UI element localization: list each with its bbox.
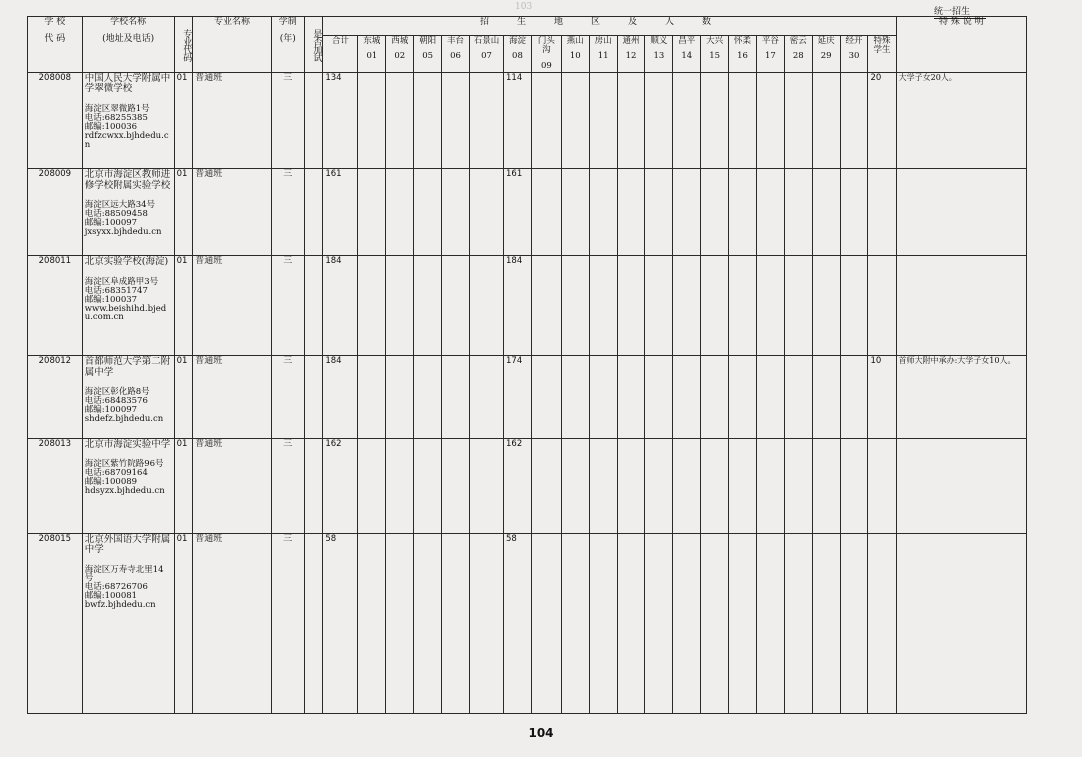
school-code-header: 学 校 代 码: [28, 17, 83, 73]
district-count: [414, 356, 442, 438]
district-count: [561, 438, 589, 533]
district-count: [673, 256, 701, 356]
district-code: 08: [512, 51, 523, 62]
district-count: [673, 533, 701, 713]
school-phone: 电话:68351747: [84, 285, 148, 296]
district-count: 162: [504, 438, 532, 533]
district-code: 11: [597, 51, 609, 62]
extra-test: [304, 356, 323, 438]
district-name: 燕山: [566, 36, 584, 46]
district-count: [673, 438, 701, 533]
school-code: 208012: [28, 356, 83, 438]
district-count: [358, 73, 386, 169]
district-header: [358, 36, 386, 73]
school-address: 海淀区阜成路甲3号: [84, 276, 159, 287]
district-count: [414, 533, 442, 713]
district-code: 09: [540, 60, 552, 71]
school-info: [82, 169, 174, 256]
district-count: [617, 73, 645, 169]
district-count: [442, 533, 470, 713]
school-contact: [85, 460, 172, 496]
district-name: 经开: [845, 36, 863, 46]
total-count: 184: [323, 256, 358, 356]
major-name: 普通班: [193, 73, 271, 169]
duration: 三: [271, 533, 304, 713]
district-count: [701, 73, 729, 169]
district-count: [784, 533, 812, 713]
duration: 三: [271, 256, 304, 356]
school-address: 海淀区万寿寺北里14号: [84, 564, 164, 584]
district-header: [617, 36, 645, 73]
district-count: [729, 356, 757, 438]
special-count: [868, 256, 896, 356]
district-header: [504, 36, 532, 73]
district-header: [589, 36, 617, 73]
district-count: [589, 73, 617, 169]
major-name: 普通班: [193, 438, 271, 533]
district-name: 石景山: [473, 36, 500, 46]
school-address: 海淀区彰化路8号: [84, 387, 150, 398]
district-count: [645, 256, 673, 356]
district-count: [386, 256, 414, 356]
district-header: [531, 36, 561, 73]
district-code: 30: [848, 51, 860, 62]
district-name: 密云: [789, 36, 807, 46]
special-count: [868, 533, 896, 713]
district-count: [358, 438, 386, 533]
district-count: [812, 356, 840, 438]
extra-test: [304, 73, 323, 169]
school-phone: 电话:68726706: [84, 582, 148, 593]
district-name: 平谷: [761, 36, 779, 46]
table-row: [28, 256, 1027, 356]
total-count: 184: [323, 356, 358, 438]
district-count: [442, 73, 470, 169]
district-count: [561, 356, 589, 438]
district-count: [531, 356, 561, 438]
total-count: 58: [323, 533, 358, 713]
special-note: [896, 256, 1026, 356]
district-name: 房山: [594, 36, 612, 46]
district-count: [645, 73, 673, 169]
school-contact: [85, 566, 172, 611]
district-name: 昌平: [678, 36, 696, 46]
district-count: [645, 438, 673, 533]
school-contact: [85, 278, 172, 323]
school-web: jxsyxx.bjhdedu.cn: [84, 226, 162, 237]
major-name-header: 专业名称: [193, 17, 271, 73]
district-header: [561, 36, 589, 73]
district-count: [561, 73, 589, 169]
district-count: [531, 533, 561, 713]
district-code: 13: [653, 51, 665, 62]
district-count: [840, 73, 868, 169]
district-count: [784, 356, 812, 438]
district-count: [840, 533, 868, 713]
page-number: 104: [528, 726, 554, 740]
school-contact: [85, 201, 172, 237]
school-info: [82, 73, 174, 169]
district-count: [469, 169, 503, 256]
district-count: [756, 356, 784, 438]
district-count: [701, 169, 729, 256]
district-count: [617, 169, 645, 256]
school-name: 北京外国语大学附属中学: [84, 533, 171, 556]
district-count: [358, 356, 386, 438]
district-count: [589, 256, 617, 356]
major-code: 01: [174, 73, 193, 169]
special-count: 20: [868, 73, 896, 169]
district-name: 大兴: [706, 36, 724, 46]
table-row: [28, 356, 1027, 438]
district-count: [729, 73, 757, 169]
school-contact: [85, 388, 172, 424]
major-name: 普通班: [193, 533, 271, 713]
special-count: 10: [868, 356, 896, 438]
district-count: [561, 169, 589, 256]
special-student-header: 特殊学生: [868, 36, 896, 73]
district-count: [673, 73, 701, 169]
district-code: 02: [394, 51, 406, 62]
school-phone: 电话:68483576: [84, 396, 148, 407]
duration: 三: [271, 438, 304, 533]
district-count: [784, 169, 812, 256]
district-count: [531, 73, 561, 169]
district-count: [589, 356, 617, 438]
district-name: 朝阳: [419, 36, 437, 46]
district-count: [531, 256, 561, 356]
school-info: [82, 356, 174, 438]
district-count: 184: [504, 256, 532, 356]
district-count: 114: [504, 73, 532, 169]
school-code: 208015: [28, 533, 83, 713]
district-count: [784, 256, 812, 356]
district-code: 14: [681, 51, 693, 62]
duration: 三: [271, 169, 304, 256]
school-code: 208011: [28, 256, 83, 356]
school-name: 北京市海淀区教师进修学校附属实验学校: [84, 169, 171, 191]
special-count: [868, 438, 896, 533]
district-count: [589, 438, 617, 533]
district-name: 丰台: [446, 36, 464, 46]
major-code: 01: [174, 256, 193, 356]
table-row: [28, 73, 1027, 169]
district-count: [469, 356, 503, 438]
district-count: [442, 256, 470, 356]
district-count: [531, 438, 561, 533]
district-count: [840, 356, 868, 438]
district-code: 05: [422, 51, 434, 62]
region-title: 招生地区及人数: [323, 17, 896, 36]
district-count: [386, 356, 414, 438]
school-post: 邮编:100097: [84, 217, 138, 228]
district-header: [469, 36, 503, 73]
table-row: [28, 438, 1027, 533]
district-count: [386, 73, 414, 169]
district-code: 15: [709, 51, 721, 62]
district-name: 延庆: [817, 36, 835, 46]
major-code: 01: [174, 169, 193, 256]
district-count: [414, 169, 442, 256]
school-code: 208013: [28, 438, 83, 533]
district-count: [469, 438, 503, 533]
duration-header: 学制 (年): [271, 17, 304, 73]
district-header: [729, 36, 757, 73]
school-name: 中国人民大学附属中学翠微学校: [84, 73, 171, 95]
district-header: [784, 36, 812, 73]
district-count: [617, 438, 645, 533]
school-post: 邮编:100037: [84, 294, 138, 305]
district-count: [645, 169, 673, 256]
district-count: [812, 73, 840, 169]
school-address: 海淀区翠微路1号: [84, 103, 150, 114]
school-name: 首都师范大学第二附属中学: [84, 356, 171, 378]
school-web: hdsyzx.bjhdedu.cn: [84, 485, 165, 496]
district-count: [812, 438, 840, 533]
district-count: [617, 533, 645, 713]
district-header: [673, 36, 701, 73]
school-web: www.beishihd.bjedu.com.cn: [84, 303, 167, 323]
district-count: [358, 169, 386, 256]
extra-test: [304, 256, 323, 356]
district-code: 10: [569, 51, 581, 62]
district-name: 东城: [363, 36, 381, 46]
district-count: [617, 356, 645, 438]
school-code: 208008: [28, 73, 83, 169]
district-count: [414, 438, 442, 533]
school-post: 邮编:100081: [84, 591, 138, 602]
extra-test-header: 是否加试: [304, 17, 323, 73]
duration: 三: [271, 73, 304, 169]
district-count: [442, 169, 470, 256]
district-count: [617, 256, 645, 356]
district-name: 顺义: [650, 36, 668, 46]
district-header: [645, 36, 673, 73]
district-count: [756, 73, 784, 169]
school-web: bwfz.bjhdedu.cn: [84, 600, 156, 611]
district-name: 怀柔: [734, 36, 752, 46]
school-name: 北京实验学校(海淀): [84, 256, 169, 268]
district-count: [729, 438, 757, 533]
major-code-header: 专业代码: [174, 17, 193, 73]
district-header: [386, 36, 414, 73]
total-header: 合计: [323, 36, 358, 73]
district-count: [561, 533, 589, 713]
district-count: [840, 169, 868, 256]
district-count: [589, 533, 617, 713]
district-count: [729, 533, 757, 713]
major-name: 普通班: [193, 356, 271, 438]
district-name: 西城: [391, 36, 409, 46]
district-count: [561, 256, 589, 356]
total-count: 162: [323, 438, 358, 533]
district-name: 海淀: [508, 36, 526, 46]
district-code: 16: [737, 51, 748, 62]
district-count: [812, 169, 840, 256]
district-count: [469, 73, 503, 169]
major-code: 01: [174, 356, 193, 438]
school-name-header: 学校名称 (地址及电话): [82, 17, 174, 73]
district-name: 通州: [622, 36, 640, 46]
district-count: [469, 256, 503, 356]
district-code: 12: [625, 51, 637, 62]
district-count: [840, 256, 868, 356]
district-count: 161: [504, 169, 532, 256]
school-info: [82, 438, 174, 533]
table-row: [28, 533, 1027, 713]
district-count: [673, 356, 701, 438]
district-count: [756, 438, 784, 533]
total-count: 134: [323, 73, 358, 169]
district-count: 174: [504, 356, 532, 438]
school-address: 海淀区紫竹院路96号: [84, 458, 164, 469]
district-count: [701, 356, 729, 438]
school-post: 邮编:100097: [84, 405, 138, 416]
table-row: [28, 169, 1027, 256]
school-phone: 电话:68255385: [84, 112, 148, 123]
extra-test: [304, 533, 323, 713]
district-count: [756, 533, 784, 713]
district-count: [442, 356, 470, 438]
district-count: [386, 438, 414, 533]
district-code: 29: [820, 51, 832, 62]
district-count: [756, 256, 784, 356]
district-code: 01: [366, 51, 378, 62]
school-code: 208009: [28, 169, 83, 256]
district-header: [414, 36, 442, 73]
district-count: [812, 256, 840, 356]
major-name: 普通班: [193, 169, 271, 256]
school-post: 邮编:100089: [84, 476, 138, 487]
district-count: [729, 169, 757, 256]
district-header: [840, 36, 868, 73]
district-header: [701, 36, 729, 73]
major-code: 01: [174, 438, 193, 533]
district-count: [358, 533, 386, 713]
district-count: [358, 256, 386, 356]
major-code: 01: [174, 533, 193, 713]
extra-test: [304, 169, 323, 256]
district-count: [386, 169, 414, 256]
school-info: [82, 533, 174, 713]
school-web: shdefz.bjhdedu.cn: [84, 414, 164, 425]
school-info: [82, 256, 174, 356]
school-name: 北京市海淀实验中学: [84, 438, 171, 450]
special-note: 首师大附中承办:大学子女10人。: [896, 356, 1026, 438]
district-count: [531, 169, 561, 256]
district-count: [701, 533, 729, 713]
district-header: [756, 36, 784, 73]
district-header: [812, 36, 840, 73]
school-web: rdfzcwxx.bjhdedu.cn: [84, 130, 169, 150]
special-note: [896, 533, 1026, 713]
district-name: 门头沟: [537, 36, 555, 56]
district-count: [729, 256, 757, 356]
school-post: 邮编:100036: [84, 121, 138, 132]
district-count: [812, 533, 840, 713]
district-count: [442, 438, 470, 533]
school-phone: 电话:68709164: [84, 467, 148, 478]
district-count: [386, 533, 414, 713]
district-count: 58: [504, 533, 532, 713]
district-count: [469, 533, 503, 713]
district-count: [701, 256, 729, 356]
district-count: [589, 169, 617, 256]
admission-table: [27, 16, 1027, 714]
district-count: [414, 73, 442, 169]
district-count: [673, 169, 701, 256]
district-header: [442, 36, 470, 73]
special-note: [896, 169, 1026, 256]
school-phone: 电话:88509458: [84, 208, 148, 219]
district-count: [840, 438, 868, 533]
special-note: [896, 438, 1026, 533]
district-count: [645, 533, 673, 713]
major-name: 普通班: [193, 256, 271, 356]
district-count: [784, 438, 812, 533]
district-count: [645, 356, 673, 438]
district-count: [784, 73, 812, 169]
district-count: [414, 256, 442, 356]
faint-page-number: 103: [515, 2, 533, 12]
district-code: 28: [792, 51, 804, 62]
duration: 三: [271, 356, 304, 438]
district-count: [701, 438, 729, 533]
district-code: 06: [450, 51, 461, 62]
total-count: 161: [323, 169, 358, 256]
special-count: [868, 169, 896, 256]
school-address: 海淀区远大路34号: [84, 200, 156, 211]
extra-test: [304, 438, 323, 533]
school-contact: [85, 105, 172, 150]
special-note: 大学子女20人。: [896, 73, 1026, 169]
district-code: 17: [764, 51, 776, 62]
notes-header: 特 殊 说 明: [896, 17, 1026, 73]
district-count: [756, 169, 784, 256]
district-code: 07: [481, 51, 492, 62]
page-tag: 统一招生: [934, 4, 986, 19]
